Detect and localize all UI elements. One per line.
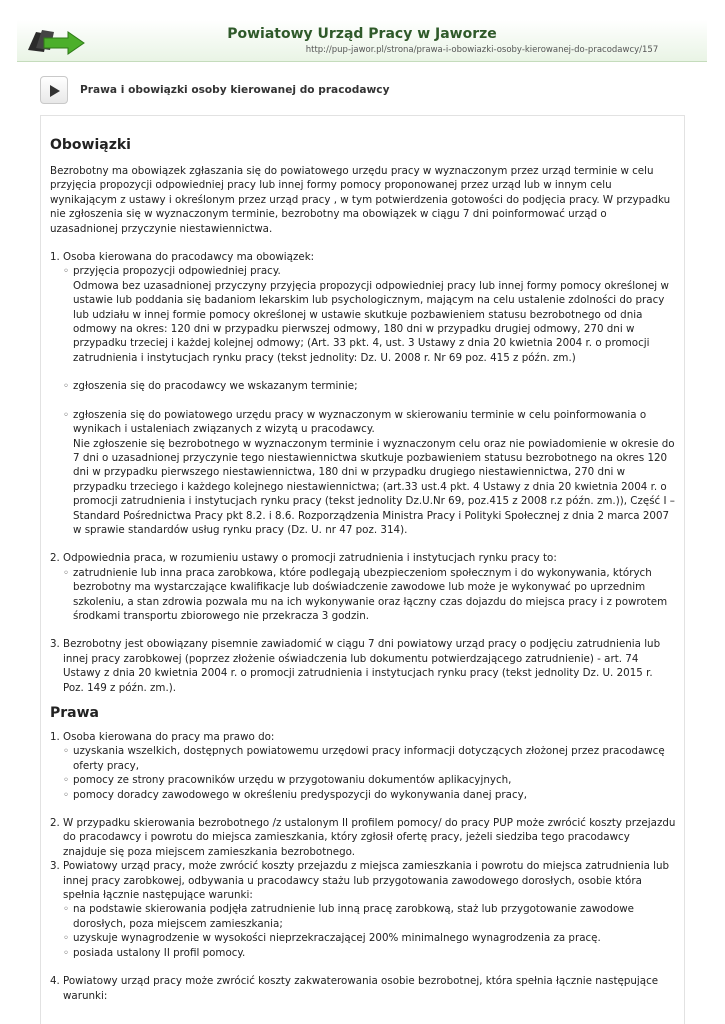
sub-list-item: ◦ pomocy ze strony pracowników urzędu w przygotowaniu dokumentów aplikacyjnych, [63,773,676,787]
list-number: 1. [50,731,60,743]
sub-list [63,744,676,802]
play-arrow-icon [50,85,60,97]
sub-list-item: ◦ pomocy doradcy zawodowego w określeniu predyspozycji do wykonywania danej pracy, [63,788,676,802]
list-number: 4. [50,975,60,988]
list-item [50,859,676,974]
prawa-list [50,730,676,1003]
list-item-text: Osoba kierowana do pracodawcy ma obowiązek: [63,251,315,264]
sub-item-text: ◦ przyjęcia propozycji odpowiedniej pracy. [73,265,281,278]
page-url: http://pup-jawor.pl/strona/prawa-i-obowiazki-osoby-kierowanej-do-pracodawcy/157 [305,45,659,55]
list-item [50,551,676,637]
list-number: 3. [50,638,60,651]
sub-list [63,902,676,960]
sub-list-item [63,264,676,379]
list-item-text: W przypadku skierowania bezrobotnego /z ustalonym II profilem pomocy/ do pracy PUP może zwrócić koszty przejazdu do pracodawcy i powrotu do miejsca zamieszkania, który zgłosił ofertę pracy, jeżeli siedziba tego pracodawcy znajduje się poza miejscem zamieszkania bezrobotnego. [63,817,676,858]
sub-list-item [63,408,676,552]
sub-item-text: ◦ zgłoszenia się do powiatowego urzędu pracy w wyznaczonym w skierowaniu terminie w celu poinformowania o wynikach i ustaleniach związanych z wizytą u pracodawcy. [73,408,647,436]
site-title[interactable]: Powiatowy Urząd Pracy w Jaworze [227,26,497,42]
sub-list-item: ◦ posiada ustalony II profil pomocy. [63,946,676,960]
section-heading-prawa: Prawa [50,705,99,721]
list-item-text: Powiatowy urząd pracy może zwrócić koszty zakwaterowania osobie bezrobotnej, która spełnia łącznie następujące warunki: [63,975,659,1002]
sub-list-item: ◦ uzyskania wszelkich, dostępnych powiatowemu urzędowi pracy informacji dotyczących złożonej przez pracodawcę oferty pracy, [63,744,676,773]
page-arrow-button[interactable] [40,76,68,104]
sub-list [63,566,676,638]
sub-item-text: ◦ zgłoszenia się do pracodawcy we wskazanym terminie; [73,380,358,393]
list-item [50,637,676,695]
list-number: 3. [50,860,60,873]
list-item [50,250,676,551]
list-item [50,816,676,859]
sub-item-detail: Nie zgłoszenie się bezrobotnego w wyznaczonym terminie i wyznaczonym celu oraz nie powiadomienie w okresie do 7 dni o uzasadnionej przyczynie tego niestawiennictwa skutkuje pozbawieniem statusu bezrobotnego na okres 120 dni w przypadku pierwszego niestawiennictwa, 180 dni w przypadku drugiego niestawiennictwa, 270 dni w przypadku trzeciego i każdego kolejnego niestawiennictwa; (art.33 ust.4 pkt. 4 Ustawy z dnia 20 kwietnia 2004 r. o promocji zatrudnienia i instytucjach rynku pracy (tekst jednolity Dz.U.Nr 69, poz.415 z 2008 r.z późn. zm.)), Część I – Standard Pośrednictwa Pracy pkt 8.2. i 8.6. Rozporządzenia Ministra Pracy i Polityki Społecznej z dnia 2 marca 2007 w sprawie standardów usług rynku pracy (Dz. U. nr 47 poz. 314). [73,437,675,536]
list-number: 1. [50,251,60,264]
list-number: 2. [50,552,60,565]
obowiazki-list [50,250,676,695]
intro-paragraph: Bezrobotny ma obowiązek zgłaszania się do powiatowego urzędu pracy w wyznaczonym przez urząd terminie w celu przyjęcia propozycji odpowiedniej pracy lub innej formy pomocy proponowanej przez urząd lub w innym celu wynikającym z ustawy i określonym przez urząd pracy , w tym potwierdzenia gotowości do podjęcia pracy. W przypadku nie zgłoszenia się w wyznaczonym terminie, bezrobotny ma obowiązek w ciągu 7 dni poinformować urząd o uzasadnionej przyczynie niestawiennictwa. [50,165,671,235]
list-item-text: Bezrobotny jest obowiązany pisemnie zawiadomić w ciągu 7 dni powiatowy urząd pracy o podjęciu zatrudnienia lub innej pracy zarobkowej (poprzez złożenie oświadczenia lub dokumentu potwierdzającego zatrudnienie) - art. 74 Ustawy z dnia 20 kwietnia 2004 r. o promocji zatrudnienia i instytucjach rynku pracy (tekst jednolity Dz. U. 2015 r. Poz. 149 z późn. zm.). [63,638,661,694]
article-body [50,136,676,1003]
sub-list-item: ◦ na podstawie skierowania podjęła zatrudnienie lub inną pracę zarobkową, staż lub przygotowanie zawodowe dorosłych, poza miejscem zamieszkania; [63,902,676,931]
sub-list-item: ◦ uzyskuje wynagrodzenie w wysokości nieprzekraczającej 200% minimalnego wynagrodzenia za pracę. [63,931,676,945]
page-title: Prawa i obowiązki osoby kierowanej do pracodawcy [80,84,390,96]
site-header [17,20,707,62]
section-heading-obowiazki: Obowiązki [50,137,131,153]
page-heading-bar [40,76,685,104]
sub-list-item [63,379,676,407]
list-item [50,730,676,816]
sub-list-item [63,566,676,638]
list-item-text: Odpowiednia praca, w rozumieniu ustawy o promocji zatrudnienia i instytucjach rynku pracy to: [63,552,557,565]
sub-item-detail: Odmowa bez uzasadnionej przyczyny przyjęcia propozycji odpowiedniej pracy lub innej formy pomocy określonej w ustawie lub poddania się badaniom lekarskim lub psychologicznym, mającym na celu ustalenie zdolności do pracy lub udziału w innej formie pomocy określonej w ustawie skutkuje pozbawieniem statusu bezrobotnego od dnia odmowy na okres: 120 dni w przypadku pierwszej odmowy, 180 dni w przypadku drugiej odmowy, 270 dni w przypadku trzeciej i każdej kolejnej odmowy; (Art. 33 pkt. 4, ust. 3 Ustawy z dnia 20 kwietnia 2004 r. o promocji zatrudnienia i instytucjach rynku pracy (tekst jednolity: Dz. U. 2008 r. Nr 69 poz. 415 z późn. zm.) [73,279,669,364]
list-number: 2. [50,817,60,830]
list-item-text: Powiatowy urząd pracy, może zwrócić koszty przejazdu z miejsca zamieszkania i powrotu do miejsca zatrudnienia lub innej pracy zarobkowej, odbywania u pracodawcy stażu lub przygotowania zawodowego dorosłych, osobie która spełnia łącznie następujące warunki: [63,860,670,902]
list-item-text: Osoba kierowana do pracy ma prawo do: [63,731,275,743]
sub-item-text: ◦ zatrudnienie lub inna praca zarobkowa, które podlegają ubezpieczeniom społecznym i do wykonywania, których bezrobotny ma wystarczające kwalifikacje lub doświadczenie zawodowe lub może je wykonywać po uprzednim szkoleniu, a stan zdrowia pozwala mu na ich wykonywanie oraz łączny czas dojazdu do miejsca pracy i z powrotem środkami transportu zbiorowego nie przekracza 3 godzin. [73,566,668,622]
list-item [50,974,676,1003]
sub-list [63,264,676,551]
